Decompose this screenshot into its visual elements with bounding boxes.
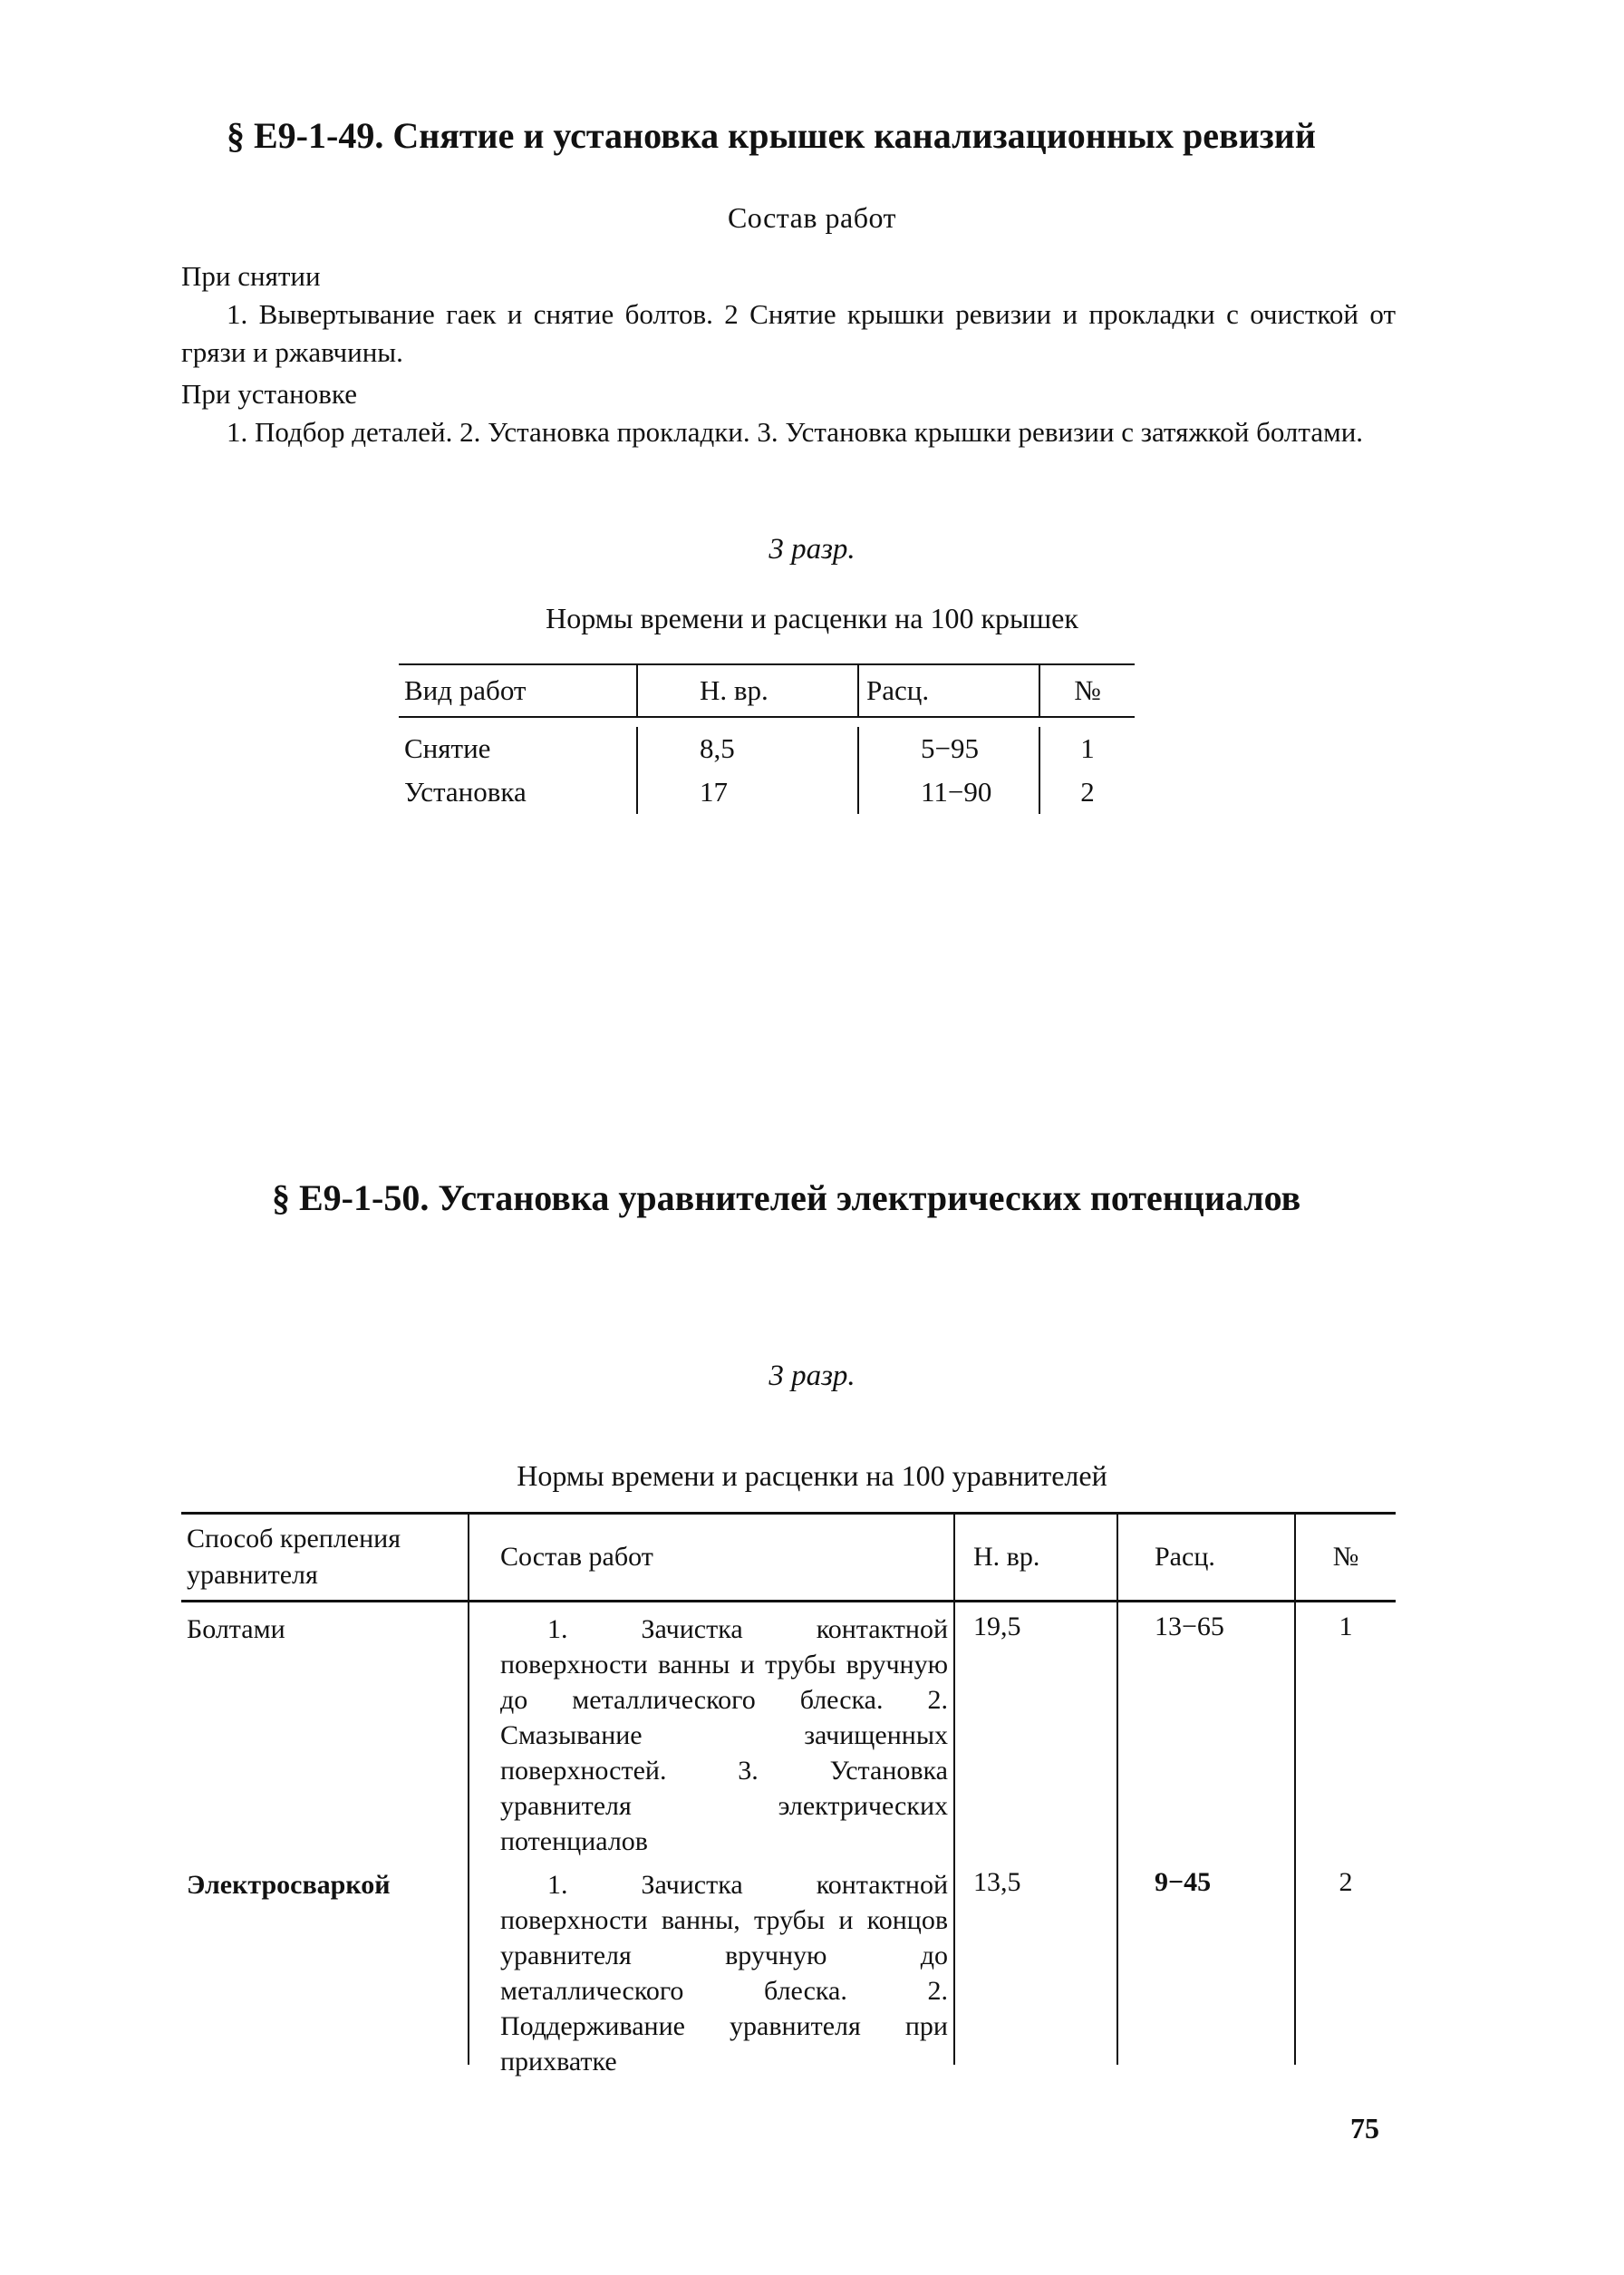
section-title-e9-1-49: § Е9-1-49. Снятие и установка крышек канализационных ревизий	[227, 115, 1316, 156]
cell-time-norm: 17	[636, 770, 857, 814]
work-composition-heading: Состав работ	[727, 201, 897, 234]
header-work-type: Вид работ	[404, 674, 527, 706]
cell-number: 2	[1294, 1858, 1396, 2065]
table-row	[181, 1602, 1396, 1858]
page-number: 75	[1350, 2112, 1379, 2144]
header-fastening-method: Способ крепления уравнителя	[187, 1524, 401, 1590]
removal-text	[181, 295, 1396, 372]
cell-rate: 11−90	[857, 770, 1039, 814]
table-row	[181, 1858, 1396, 2077]
install-text-content: 1. Подбор деталей. 2. Установка прокладки. 3. Установка крышки ревизии с затяжкой болтами.	[227, 416, 1364, 448]
cell-work-type: Снятие	[404, 732, 491, 764]
cell-number: 1	[1039, 727, 1135, 770]
cell-work-composition: 1. Зачистка контактной поверхности ванны, трубы и концов уравнителя вручную до металлического блеска. 2. Поддерживание уравнителя при прихватке	[468, 1858, 953, 2065]
install-text	[181, 413, 1396, 451]
table-row	[399, 770, 1135, 814]
install-label: При установке	[181, 378, 357, 410]
cell-time-norm: 8,5	[636, 727, 857, 770]
table1-caption: Нормы времени и расценки на 100 крышек	[546, 602, 1078, 634]
header-time-norm: Н. вр.	[636, 665, 857, 716]
removal-text-content: 1. Вывертывание гаек и снятие болтов. 2 Снятие крышки ревизии и прокладки с очисткой от грязи и ржавчины.	[181, 298, 1396, 368]
header-work-composition: Состав работ	[468, 1515, 953, 1600]
cell-rate: 5−95	[857, 727, 1039, 770]
header-number: №	[1039, 665, 1135, 716]
cell-number: 1	[1294, 1602, 1396, 1858]
cell-fastening-method: Болтами	[187, 1614, 285, 1644]
cell-rate: 9−45	[1116, 1858, 1294, 2065]
table-row	[399, 727, 1135, 770]
cell-time-norm: 19,5	[953, 1602, 1116, 1858]
section-title-e9-1-50: § Е9-1-50. Установка уравнителей электрических потенциалов	[272, 1177, 1301, 1218]
table-header-row	[181, 1512, 1396, 1602]
table-header-row	[399, 663, 1135, 718]
header-number: №	[1294, 1515, 1396, 1600]
covers-norms-table	[399, 663, 1135, 814]
cell-time-norm: 13,5	[953, 1858, 1116, 2065]
equalizers-norms-table	[181, 1512, 1396, 2077]
header-rate: Расц.	[857, 665, 1039, 716]
header-rate: Расц.	[1116, 1515, 1294, 1600]
cell-number: 2	[1039, 770, 1135, 814]
cell-fastening-method: Электросваркой	[187, 1870, 391, 1900]
header-time-norm: Н. вр.	[953, 1515, 1116, 1600]
cell-work-type: Установка	[404, 776, 527, 808]
table2-caption: Нормы времени и расценки на 100 уравнителей	[517, 1459, 1107, 1492]
cell-work-composition: 1. Зачистка контактной поверхности ванны и трубы вручную до металлического блеска. 2. Смазывание зачищенных поверхностей. 3. Установка уравнителя электрических потенциалов	[468, 1602, 953, 1858]
grade-label-2: 3 разр.	[768, 1360, 856, 1392]
removal-label: При снятии	[181, 260, 321, 292]
grade-label-1: 3 разр.	[768, 533, 856, 566]
cell-rate: 13−65	[1116, 1602, 1294, 1858]
